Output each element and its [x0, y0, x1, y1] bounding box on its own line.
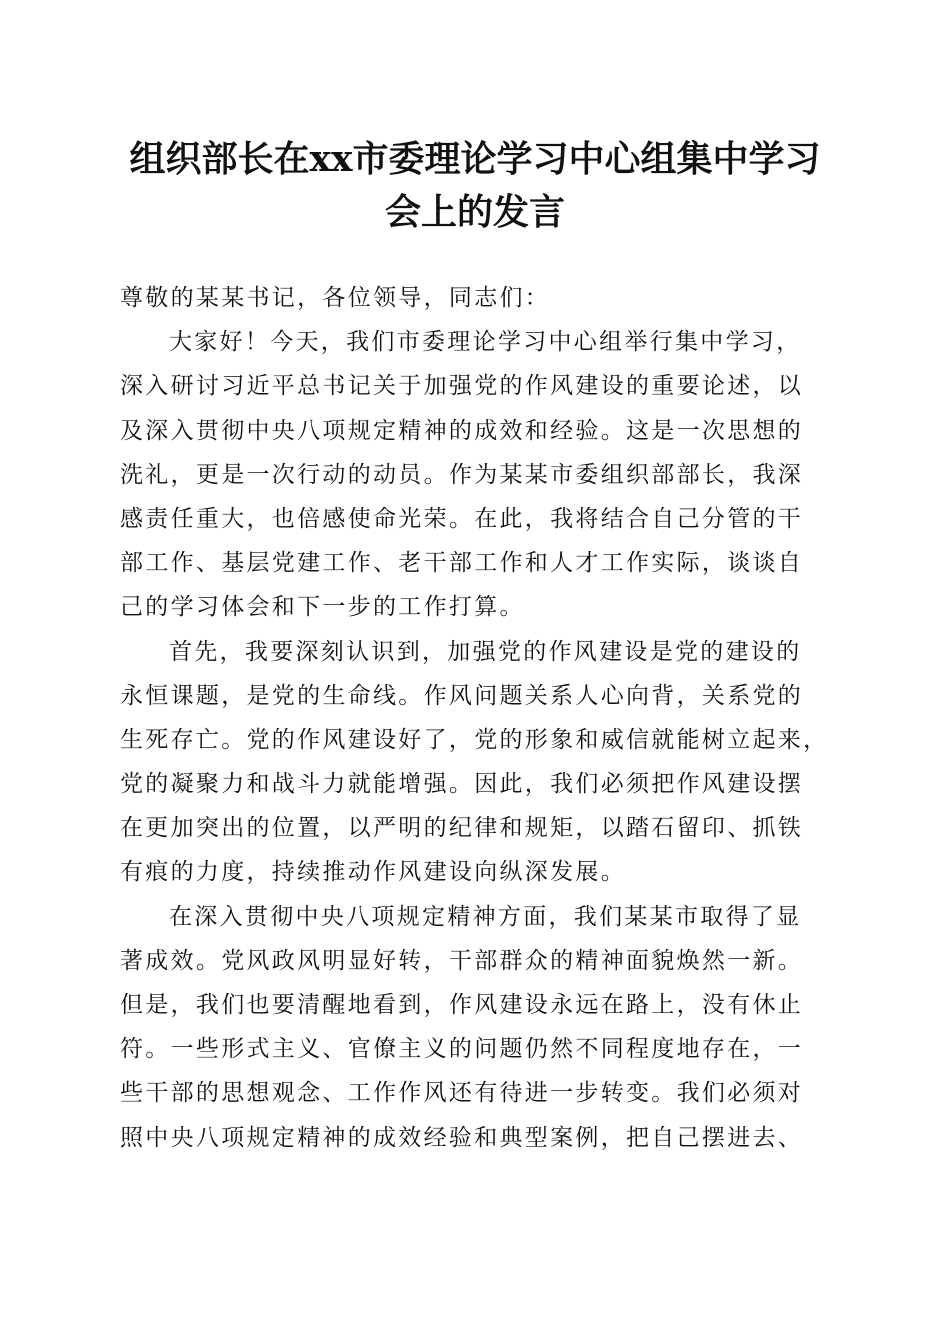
paragraph-1-line: 及深入贯彻中央八项规定精神的成效和经验。这是一次思想的 [120, 417, 804, 444]
paragraph-3-line: 但是，我们也要清醒地看到，作风建设永远在路上，没有休止 [120, 992, 804, 1018]
paragraph-1-line: 大家好！今天，我们市委理论学习中心组举行集中学习， [169, 329, 802, 356]
document-body [120, 276, 830, 1160]
paragraph-1-line: 深入研讨习近平总书记关于加强党的作风建设的重要论述，以 [120, 373, 804, 400]
paragraph-2-line: 永恒课题，是党的生命线。作风问题关系人心向背，关系党的 [120, 682, 804, 709]
paragraph-2-line: 生死存亡。党的作风建设好了，党的形象和威信就能树立起来， [120, 726, 829, 753]
salutation: 尊敬的某某书记，各位领导，同志们： [120, 285, 551, 311]
paragraph-1-line: 部工作、基层党建工作、老干部工作和人才工作实际，谈谈自 [120, 550, 804, 577]
title-line: 组织部长在xx市委理论学习中心组集中学习 [129, 138, 821, 180]
paragraph-3-line: 符。一些形式主义、官僚主义的问题仍然不同程度地存在，一 [120, 1036, 804, 1063]
paragraph-2-line: 党的凝聚力和战斗力就能增强。因此，我们必须把作风建设摆 [120, 771, 804, 798]
title-line: 会上的发言 [384, 191, 565, 233]
paragraph-3-line: 照中央八项规定精神的成效经验和典型案例，把自己摆进去、 [120, 1124, 804, 1151]
paragraph-3-line: 些干部的思想观念、工作作风还有待进一步转变。我们必须对 [120, 1080, 804, 1107]
paragraph-1-line: 洗礼，更是一次行动的动员。作为某某市委组织部部长，我深 [120, 461, 804, 488]
paragraph-2-line: 首先，我要深刻认识到，加强党的作风建设是党的建设的 [169, 638, 802, 665]
paragraph-3-line: 在深入贯彻中央八项规定精神方面，我们某某市取得了显 [169, 903, 802, 930]
document-title [110, 133, 840, 239]
paragraph-1-line: 己的学习体会和下一步的工作打算。 [120, 594, 525, 621]
paragraph-3-line: 著成效。党风政风明显好转，干部群众的精神面貌焕然一新。 [120, 947, 804, 974]
paragraph-2-line: 在更加突出的位置，以严明的纪律和规矩，以踏石留印、抓铁 [120, 815, 804, 842]
paragraph-2-line: 有痕的力度，持续推动作风建设向纵深发展。 [120, 859, 626, 886]
paragraph-1-line: 感责任重大，也倍感使命光荣。在此，我将结合自己分管的干 [120, 505, 804, 532]
